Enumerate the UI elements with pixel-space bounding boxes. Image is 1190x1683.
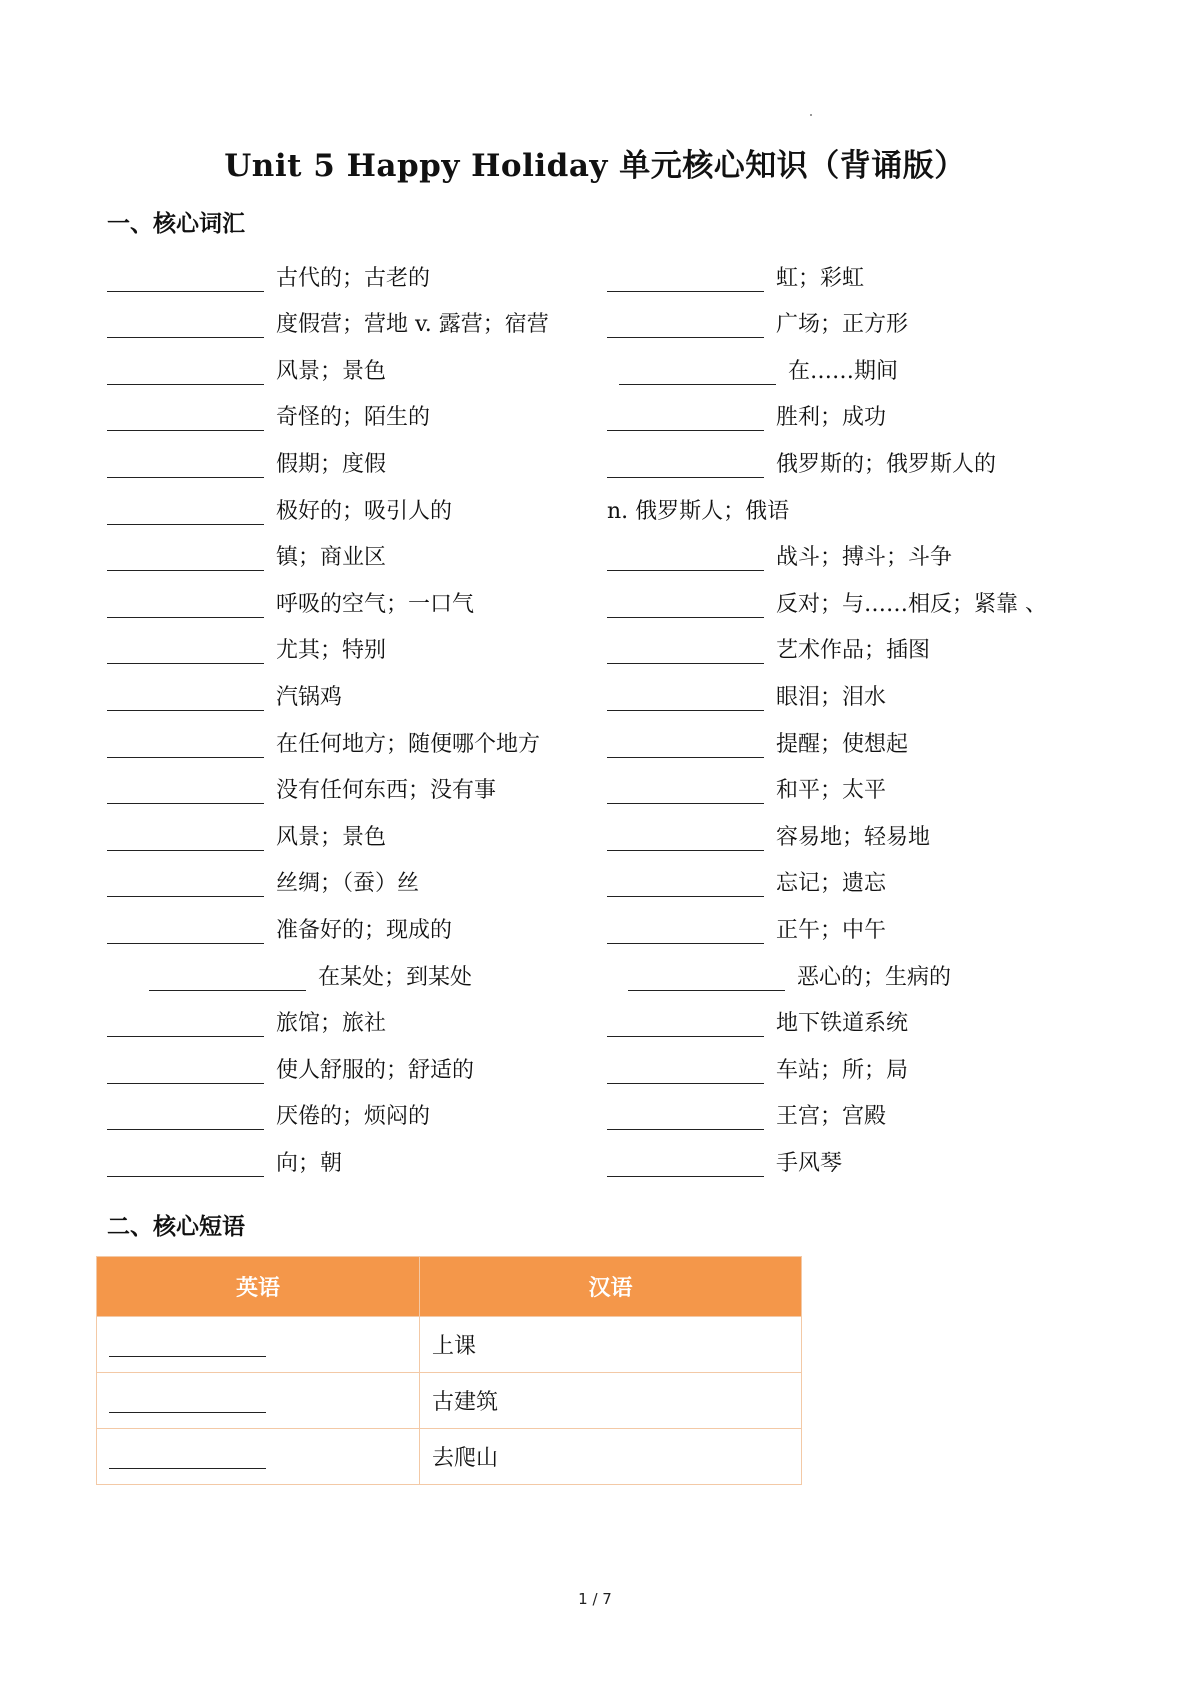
vocab-item — [607, 684, 1107, 711]
vocab-meaning: 镇；商业区 — [276, 545, 387, 571]
vocab-item — [607, 544, 1107, 571]
vocab-item — [107, 311, 607, 338]
header-english: 英语 — [97, 1257, 420, 1317]
vocab-row — [107, 897, 1107, 944]
vocab-meaning: 准备好的；现成的 — [276, 917, 453, 943]
vocab-item — [107, 498, 607, 525]
vocab-item — [607, 499, 1107, 525]
answer-blank[interactable] — [607, 1057, 764, 1084]
answer-blank[interactable] — [619, 358, 776, 385]
phrase-table — [96, 1256, 802, 1485]
answer-blank[interactable] — [107, 870, 264, 897]
vocab-item — [107, 824, 607, 851]
vocab-meaning: 虹；彩虹 — [776, 265, 865, 291]
answer-blank[interactable] — [607, 1103, 764, 1130]
answer-blank[interactable] — [607, 265, 764, 292]
vocab-row — [107, 664, 1107, 711]
vocab-row — [107, 1130, 1107, 1177]
vocab-meaning: 丝绸；（蚕）丝 — [276, 871, 420, 897]
table-row — [97, 1317, 802, 1373]
vocab-row — [107, 338, 1107, 385]
vocab-row — [107, 991, 1107, 1038]
answer-blank[interactable] — [107, 265, 264, 292]
answer-blank[interactable] — [607, 777, 764, 804]
vocab-row — [107, 431, 1107, 478]
vocab-meaning: 容易地；轻易地 — [776, 824, 931, 850]
vocab-item — [607, 637, 1107, 664]
vocab-meaning: 尤其；特别 — [276, 638, 387, 664]
vocab-row — [107, 944, 1107, 991]
vocab-meaning: 胜利；成功 — [776, 405, 887, 431]
answer-blank[interactable] — [607, 870, 764, 897]
vocab-item — [607, 917, 1107, 944]
vocab-row — [107, 804, 1107, 851]
vocab-meaning: 地下铁道系统 — [776, 1011, 909, 1037]
vocab-meaning: 和平；太平 — [776, 778, 887, 804]
vocab-row — [107, 851, 1107, 898]
vocab-meaning: 风景；景色 — [276, 358, 387, 384]
vocab-item — [107, 265, 607, 292]
answer-blank[interactable] — [628, 964, 785, 991]
vocab-row — [107, 1084, 1107, 1131]
vocab-meaning: 奇怪的；陌生的 — [276, 405, 431, 431]
answer-blank[interactable] — [109, 1394, 266, 1413]
answer-blank[interactable] — [107, 824, 264, 851]
answer-blank[interactable] — [107, 498, 264, 525]
vocab-meaning: 向；朝 — [276, 1150, 343, 1176]
vocab-item — [107, 358, 595, 385]
answer-blank[interactable] — [607, 824, 764, 851]
vocab-list — [107, 245, 1107, 1177]
vocab-meaning: 极好的；吸引人的 — [276, 498, 453, 524]
vocab-meaning: 眼泪；泪水 — [776, 684, 887, 710]
vocab-meaning: 厌倦的；烦闷的 — [276, 1104, 431, 1130]
answer-blank[interactable] — [107, 917, 264, 944]
vocab-meaning: 呼吸的空气；一口气 — [276, 591, 475, 617]
vocab-item — [107, 591, 607, 618]
vocab-item — [107, 777, 607, 804]
vocab-meaning: 俄罗斯的；俄罗斯人的 — [776, 451, 997, 477]
vocab-row — [107, 1037, 1107, 1084]
vocab-meaning: 没有任何东西；没有事 — [276, 778, 497, 804]
answer-blank[interactable] — [107, 1057, 264, 1084]
vocab-item — [107, 870, 607, 897]
vocab-meaning: 车站；所；局 — [776, 1057, 909, 1083]
table-row — [97, 1429, 802, 1485]
phrase-meaning: 古建筑 — [420, 1373, 802, 1429]
vocab-item — [107, 684, 607, 711]
stray-dot — [810, 114, 812, 116]
answer-blank[interactable] — [107, 311, 264, 338]
vocab-item — [107, 1010, 607, 1037]
vocab-meaning: 在某处；到某处 — [318, 964, 473, 990]
vocab-item — [607, 824, 1107, 851]
vocab-item — [107, 404, 607, 431]
answer-blank[interactable] — [607, 637, 764, 664]
answer-blank[interactable] — [107, 637, 264, 664]
vocab-item — [607, 1057, 1107, 1084]
answer-blank[interactable] — [109, 1338, 266, 1357]
vocab-item — [107, 637, 607, 664]
answer-blank[interactable] — [107, 404, 264, 431]
answer-blank[interactable] — [607, 451, 764, 478]
vocab-meaning: 忘记；遗忘 — [776, 871, 887, 897]
vocab-meaning: 艺术作品；插图 — [776, 638, 931, 664]
answer-blank[interactable] — [107, 591, 264, 618]
vocab-meaning: n. 俄罗斯人；俄语 — [607, 498, 790, 524]
vocab-meaning: 旅馆；旅社 — [276, 1011, 387, 1037]
answer-blank[interactable] — [607, 1010, 764, 1037]
answer-blank[interactable] — [107, 544, 264, 571]
vocab-item — [107, 964, 628, 991]
vocab-item — [607, 265, 1107, 292]
answer-blank[interactable] — [107, 731, 264, 758]
vocab-meaning: 手风琴 — [776, 1150, 843, 1176]
vocab-meaning: 提醒；使想起 — [776, 731, 909, 757]
vocab-meaning: 王宫；宫殿 — [776, 1104, 887, 1130]
vocab-row — [107, 385, 1107, 432]
vocab-meaning: 风景；景色 — [276, 824, 387, 850]
answer-blank[interactable] — [107, 451, 264, 478]
vocab-meaning: 恶心的；生病的 — [797, 964, 952, 990]
header-chinese: 汉语 — [420, 1257, 802, 1317]
vocab-item — [628, 964, 1107, 991]
vocab-meaning: 正午；中午 — [776, 917, 887, 943]
vocab-row — [107, 758, 1107, 805]
vocab-meaning: 假期；度假 — [276, 451, 387, 477]
vocab-meaning: 度假营；营地 v. 露营；宿营 — [276, 312, 549, 338]
phrase-meaning: 去爬山 — [420, 1429, 802, 1485]
vocab-item — [107, 1150, 607, 1177]
vocab-item — [595, 358, 1107, 385]
answer-blank[interactable] — [607, 731, 764, 758]
vocab-item — [607, 591, 1107, 618]
vocab-item — [607, 404, 1107, 431]
answer-blank[interactable] — [109, 1450, 266, 1469]
vocab-item — [107, 451, 607, 478]
vocab-meaning: 广场；正方形 — [776, 312, 909, 338]
vocab-meaning: 反对；与……相反；紧靠 、 — [776, 591, 1047, 617]
answer-blank[interactable] — [107, 358, 264, 385]
vocab-row — [107, 571, 1107, 618]
answer-blank[interactable] — [607, 404, 764, 431]
vocab-meaning: 古代的；古老的 — [276, 265, 431, 291]
vocab-row — [107, 478, 1107, 525]
vocab-meaning: 使人舒服的；舒适的 — [276, 1057, 475, 1083]
answer-blank[interactable] — [607, 684, 764, 711]
vocab-item — [607, 311, 1107, 338]
answer-blank[interactable] — [107, 1010, 264, 1037]
vocab-item — [607, 1150, 1107, 1177]
vocab-row — [107, 618, 1107, 665]
vocab-heading: 一、核心词汇 — [107, 210, 245, 237]
vocab-item — [607, 731, 1107, 758]
vocab-meaning: 在任何地方；随便哪个地方 — [276, 731, 541, 757]
answer-blank[interactable] — [607, 544, 764, 571]
answer-blank[interactable] — [107, 684, 264, 711]
page-title: Unit 5 Happy Holiday 单元核心知识（背诵版） — [224, 148, 966, 184]
vocab-meaning: 战斗；搏斗；斗争 — [776, 545, 953, 571]
phrase-meaning: 上课 — [420, 1317, 802, 1373]
answer-blank[interactable] — [607, 591, 764, 618]
vocab-item — [607, 870, 1107, 897]
vocab-meaning: 汽锅鸡 — [276, 684, 343, 710]
vocab-item — [607, 451, 1107, 478]
page-number: 1 / 7 — [578, 1590, 612, 1608]
vocab-item — [107, 731, 607, 758]
vocab-row — [107, 245, 1107, 292]
vocab-item — [107, 1057, 607, 1084]
answer-blank[interactable] — [107, 1150, 264, 1177]
vocab-row — [107, 292, 1107, 339]
vocab-item — [607, 777, 1107, 804]
phrase-heading: 二、核心短语 — [107, 1213, 245, 1240]
vocab-meaning: 在……期间 — [788, 358, 899, 384]
vocab-item — [607, 1103, 1107, 1130]
answer-blank[interactable] — [607, 1150, 764, 1177]
answer-blank[interactable] — [607, 311, 764, 338]
table-row — [97, 1373, 802, 1429]
vocab-item — [107, 1103, 607, 1130]
vocab-row — [107, 711, 1107, 758]
vocab-item — [607, 1010, 1107, 1037]
vocab-row — [107, 525, 1107, 572]
answer-blank[interactable] — [149, 964, 306, 991]
vocab-item — [107, 917, 607, 944]
answer-blank[interactable] — [107, 777, 264, 804]
answer-blank[interactable] — [107, 1103, 264, 1130]
vocab-item — [107, 544, 607, 571]
answer-blank[interactable] — [607, 917, 764, 944]
